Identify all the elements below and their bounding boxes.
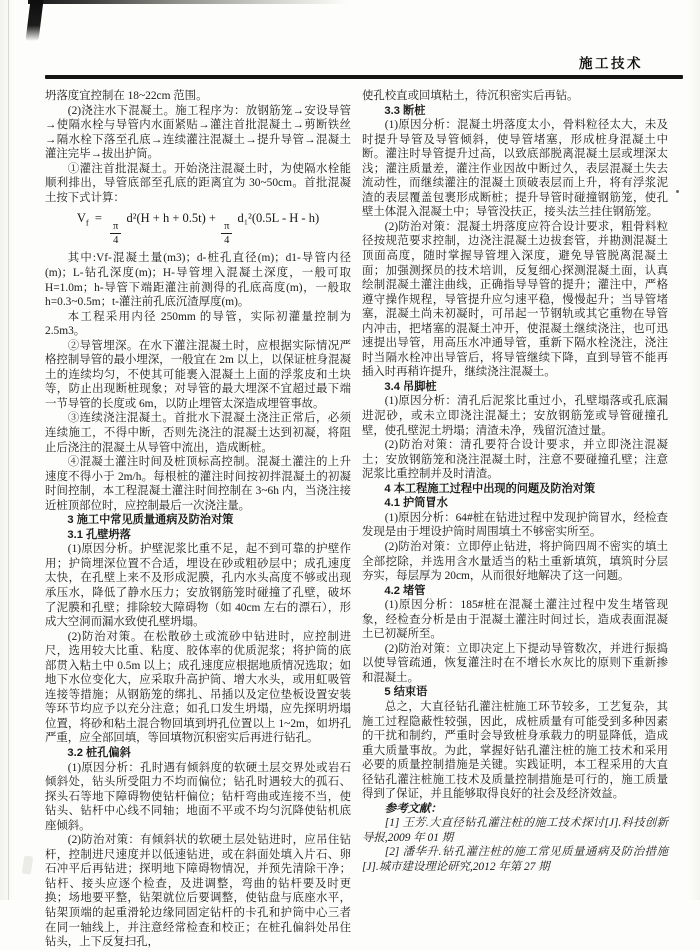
scan-bottom-smudge-artifact (22, 855, 33, 874)
formula-equals: = (94, 211, 102, 226)
reference-item: [1] 王芳.大直径钻孔灌注桩的施工技术探讨[J].科技创新导报,2009 年 01 期 (362, 817, 668, 844)
paragraph-continuation: 使孔校直或回填粘土，待沉积密实后再钻。 (362, 90, 579, 102)
scan-corner-ink-artifact (25, 0, 43, 41)
paragraph: (1)原因分析：清孔后泥浆比重过小，孔壁塌落或孔底漏进泥砂，或未立即浇注混凝土；安放钢筋笼或导管碰撞孔壁，使孔壁泥土坍塌；清渣未净，残留沉渣过量。 (362, 395, 668, 437)
paragraph-continuation: 坍落度宜控制在 18~22cm 范围。 (45, 90, 208, 102)
scan-top-streak-artifact (28, 0, 348, 4)
formula-lhs: $V_f$ (76, 211, 89, 228)
formula-fraction-1: $\frac{\pi}{4}$ (110, 221, 121, 246)
paragraph: 其中:Vf-混凝土量(m3)；d-桩孔直径(m)；d1-导管内径(m)；L-钻孔深度(m)；H-导管埋入混凝土深度，一般可取 H=1.0m；h-导管下端距灌注前测得的孔底高度(m)，一般取 h=0.3~0.5m；t-灌注前孔底沉渣厚度(m)。 (45, 252, 351, 309)
section-heading: 4.2 堵管 (384, 584, 426, 597)
paragraph: (2)浇注水下混凝土。施工程序为：放钢筋笼→安设导管→使隔水栓与导管内水面紧贴→灌注首批混凝土→剪断铁丝→隔水栓下落至孔底→连续灌注混凝土→提升导管→混凝土灌注完毕→拔出护筒。 (45, 104, 351, 161)
paragraph: ④混凝土灌注时间及桩顶标高控制。混凝土灌注的上升速度不得小于 2m/h。每根桩的灌注时间按初拌混凝土的初凝时间控制，本工程混凝土灌注时间控制在 3~6h 内，当浇注接近桩顶部位时，应控制最后一次浇注量。 (45, 456, 351, 512)
paragraph: (2)防治对策：立即决定上下提动导管数次，并进行振捣以使导管疏通，恢复灌注时在不增长水灰比的原则下重新掺和混凝土。 (362, 642, 668, 684)
two-column-body (45, 89, 668, 950)
section-heading: 4.1 护筒冒水 (384, 497, 448, 510)
formula-term-2: d₁²(0.5L - H - h) (237, 211, 320, 226)
formula-plus: + (208, 211, 216, 226)
scan-margin-dot-artifact (676, 190, 679, 193)
paragraph: ②导管埋深。在水下灌注混凝土时，应根据实际情况严格控制导管的最小埋深，一般宜在 2m 以上，以保证桩身混凝土的连续均匀，不使其可能裹入混凝土上面的浮浆皮和土块等，防止出现断桩现象；对导管的最大埋深不宜超过最下端一节导管的长度或 6m，以防止埋管太深造成埋管事故。 (45, 339, 351, 410)
formula-fraction-2: $\frac{\pi}{4}$ (221, 221, 232, 246)
paragraph: (2)防治对策：清孔要符合设计要求，并立即浇注混凝土；安放钢筋笼和浇注混凝土时，注意不要碰撞孔壁；注意泥浆比重控制并及时清渣。 (362, 439, 668, 481)
paragraph: (1)原因分析：孔时遇有倾斜度的软硬土层交界处或岩石倾斜处，钻头所受阻力不均而偏位；钻孔时遇较大的孤石、探头石等地下障碍物使钻杆偏位；钻杆弯曲或连接不当，使钻头、钻杆中心线不同轴；地面不平或不均匀沉降使钻机底座倾斜。 (45, 761, 351, 832)
journal-header-title: 施工技术 (579, 56, 643, 71)
section-heading: 3.2 桩孔偏斜 (67, 747, 131, 759)
section-heading: 5 结束语 (384, 686, 428, 699)
paragraph: (2)防治对策：有倾斜状的软硬土层处钻进时，应吊住钻杆，控制进尺速度并以低速钻进，或在斜面处填入片石、卵石冲平后再钻进；探明地下障碍物情况，并预先清除干净；钻杆、接头应逐个检查，及进调整，弯曲的钻杆要及时更换；场地要平整，钻架就位后要调整，使钻盘与底座水平，钻架顶端的起重滑轮边缘同固定钻杆的卡孔和护筒中心三者在同一轴线上，并注意经常检查和校正；在桩孔偏斜处吊住钻头，上下反复扫孔， (45, 834, 351, 949)
scan-edge-line-artifact (8, 0, 9, 900)
right-column (362, 89, 668, 950)
paragraph: (2)防治对策：混凝土坍落度应符合设计要求，粗骨料粒径按规范要求控制，边浇注混凝土边拔套管，并勘测混凝土顶面高度，随时掌握导管埋入深度，避免导管脱离混凝土面；加强测探员的技术培训，反复细心探测混凝土面，认真绘制混凝土灌注曲线，正确指导导管的提升；灌注中，严格遵守操作规程，导管提升应匀速平稳，慢慢起升；当导管堵塞，混凝土尚未初凝时，可吊起一节钢轨或其它重物在导管内冲击，把堵塞的混凝土冲开，使混凝土继续浇注，也可迅速提出导管，用高压水冲通导管，重新下隔水栓浇注，浇注时当隔水栓冲出导管后，将导管继续下降，直到导管不能再插入时再稍许提升，继续浇注混凝土。 (362, 220, 668, 379)
paragraph: (2)防治对策：立即停止钻进，将护筒四周不密实的填土全部挖除，并选用含水量适当的粘土重新填筑，填筑时分层夯实，每层厚为 20cm，从而很好地解决了这一问题。 (362, 540, 668, 583)
paragraph: (1)原因分析：混凝土坍落度太小，骨料粒径太大，未及时提升导管及导管倾斜，使导管堵塞，形成桩身混凝土中断。灌注时导管提升过高，以致底部脱离混凝土层或埋深太浅；灌注质量差，灌注作业因故中断过久，表层混凝土失去流动性，而继续灌注的混凝土顶破表层而上升，将有浮浆泥渣的表层覆盖包裹形成断桩；提升导管时碰撞钢筋笼，使孔壁土体混入混凝土中；导管没扶正，接头法兰挂住钢筋笼。 (362, 119, 668, 219)
paragraph: (1)原因分析。护壁泥浆比重不足，起不到可靠的护壁作用；护筒埋深位置不合适，埋设在砂或粗砂层中；成孔速度太快，在孔壁上来不及形成泥膜，孔内水头高度不够或出现承压水，降低了静水压力；安放钢筋笼时碰撞了孔壁，破坏了泥膜和孔壁；排除较大障碍物（如 40cm 左右的漂石），形成大空洞而漏水致使孔壁坍塌。 (45, 543, 351, 629)
section-heading: 3 施工中常见质量通病及防治对策 (67, 514, 234, 527)
paragraph: ①灌注首批混凝土。开始浇注混凝土时，为使隔水栓能顺利排出，导管底部至孔底的距离宜为 30~50cm。首批混凝土按下式计算： (45, 162, 351, 204)
section-heading: 3.3 断桩 (384, 104, 426, 117)
references-heading: 参考文献： (384, 802, 442, 815)
paragraph: (1)原因分析：185#桩在混凝土灌注过程中发生堵管现象，经检查分析是由于混凝土灌注时间过长，造成表面混凝土已初凝所至。 (362, 599, 668, 641)
reference-item: [2] 潘华升.钻孔灌注桩的施工常见质量通病及防治措施[J].城市建设理论研究,2012 年第 27 期 (362, 846, 668, 873)
section-heading: 3.1 孔壁坍落 (67, 528, 131, 541)
paragraph: 总之，大直径钻孔灌注桩施工环节较多，工艺复杂，其施工过程隐蔽性较强，因此，成桩质量有可能受到多种因素的干扰和制约，严重时会导致桩身承载力的明显降低，造成重大质量事故。为此，掌握好钻孔灌注桩的施工技术和采用必要的质量控制措施是关键。实践证明，本工程采用的大直径钻孔灌注桩施工技术及质量控制措施是可行的，施工质量得到了保证，并且能够取得良好的社会及经济效益。 (362, 700, 668, 801)
formula-term-1: d²(H + h + 0.5t) (126, 211, 206, 226)
left-column (45, 89, 351, 950)
header-rule (45, 75, 683, 79)
paragraph: (1)原因分析：64#桩在钻进过程中发现护筒冒水，经检查发现是由于埋设护筒时周围填土不够密实所至。 (362, 511, 668, 539)
concrete-volume-formula (45, 211, 351, 246)
section-heading: 4 本工程施工过程中出现的问题及防治对策 (384, 482, 596, 495)
paragraph: ③连续浇注混凝土。首批水下混凝土浇注正常后，必须连续施工，不得中断，否则先浇注的混凝土达到初凝，将阻止后浇注的混凝土从导管中流出，造成断桩。 (45, 412, 351, 454)
section-heading: 3.4 吊脚桩 (384, 380, 437, 393)
paragraph: (2)防治对策。在松散砂土或流砂中钻进时，应控制进尺，选用较大比重、粘度、胶体率的优质泥浆；将护筒的底部贯入粘土中 0.5m 以上；成孔速度应根据地质情况选取；如地下水位变化大，应采取升高护筒、增大水头，或用虹吸管连接等措施；从钢筋笼的绑扎、吊插以及定位垫板设置安装等环节均应予以充分注意；如孔口发生坍塌，应先探明坍塌位置，将砂和粘土混合物回填到坍孔位置以上 1~2m，如坍孔严重，应全部回填，等回填物沉积密实后再进行钻孔。 (45, 630, 351, 745)
paragraph: 本工程采用内径 250mm 的导管，实际初灌量控制为 2.5m3。 (45, 310, 351, 338)
